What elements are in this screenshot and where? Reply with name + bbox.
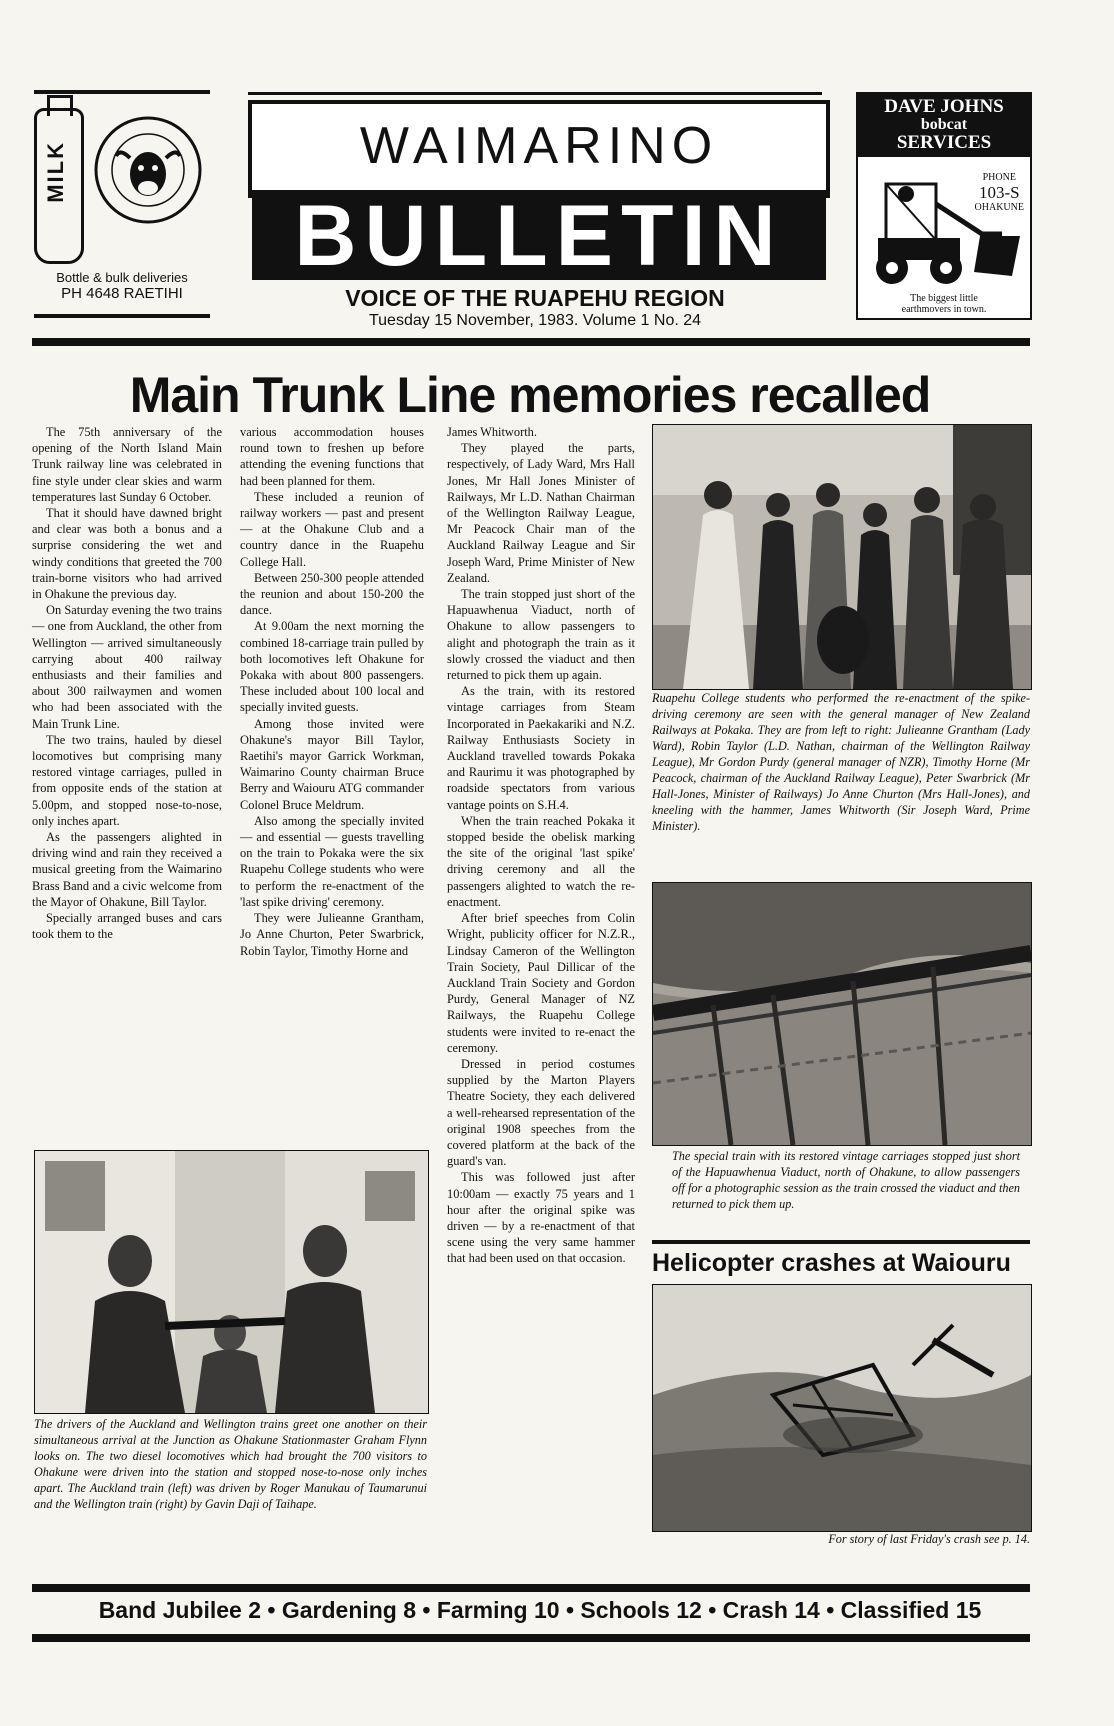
bobcat-phone-number: 103-S [978, 183, 1020, 202]
page-index: Band Jubilee 2 • Gardening 8 • Farming 10 • Schools 12 • Crash 14 • Classified 15 [98, 1597, 982, 1623]
article-paragraph: They were Julieanne Grantham, Jo Anne Churton, Peter Swarbrick, Robin Taylor, Timothy Horne and [240, 911, 424, 958]
rule-heli-top [652, 1240, 1030, 1244]
bobcat-advert-header [858, 94, 1030, 157]
article-paragraph: When the train reached Pokaka it stopped beside the obelisk marking the site of the original 'last spike' driving ceremony and all the passengers alighted to watch the re-enactment. [447, 813, 635, 909]
rule-masthead [32, 338, 1030, 346]
caption-reenactment-group: Ruapehu College students who performed the re-enactment of the spike-driving ceremony are seen with the general manager of New Zealand Railways at Pokaka. They are from left to right: Julieanne Grantham (Lady Ward), Robin Taylor (L.D. Nathan, chairman of the Wellington Railway League), Mr Gordon Purdy (general manager of NZR), Timothy Horne (Mr Peacock, chairman of the Auckland Railway League), Peter Swarbrick (Mr Hall-Jones, Minister of Railways) Jo Anne Churton (Mrs Hall-Jones), and kneeling with the hammer, James Whitworth (Sir Joseph Ward, Prime Minister). [652, 691, 1030, 833]
milk-phone: PH 4648 RAETIHI [61, 285, 183, 302]
article-column-3 [447, 424, 635, 1267]
article-paragraph: As the train, with its restored vintage carriages from Steam Incorporated in Paekakariki and N.Z. Railway Enthusiasts Society in Auckland travelled towards Pokaka and Raurimu it was photographed by roadside spectators from various vantage points on S.H.4. [447, 684, 635, 812]
article-paragraph: As the passengers alighted in driving wind and rain they received a musical greeting from the Waimarino Brass Band and a civic welcome from the Mayor of Ohakune, Bill Taylor. [32, 830, 222, 909]
masthead-dateline: Tuesday 15 November, 1983. Volume 1 No. 24 [368, 312, 702, 329]
milk-caption-text: Bottle & bulk deliveries [56, 270, 188, 285]
article-paragraph: various accommodation houses round town to freshen up before attending the evening functions that had been planned for them. [240, 425, 424, 488]
bobcat-advert [856, 92, 1032, 320]
article-column-1 [32, 424, 222, 943]
caption-helicopter: For story of last Friday's crash see p. 14. [828, 1532, 1030, 1546]
caption-train-drivers: The drivers of the Auckland and Wellington trains greet one another on their simultaneous arrival at the Junction as Ohakune Stationmaster Graham Flynn looks on. The two diesel locomotives which had brought the 700 visitors to Ohakune were driven into the station and stopped nose-to-nose only inches apart. The Auckland train (left) was driven by Roger Manukau of Taumarunui and the Wellington train (right) by Gavin Daji of Taihape. [34, 1417, 427, 1511]
article-paragraph: The two trains, hauled by diesel locomotives but comprising many restored vintage carriages, pulled in from opposite ends of the station at 5.00pm, and stopped nose-to-nose, only inches apart. [32, 732, 222, 828]
article-paragraph: On Saturday evening the two trains — one from Auckland, the other from Wellington — arrived simultaneously carrying about 400 railway enthusiasts and their families and about 300 railwaymen and women who had been associated with the Main Trunk Line. [32, 603, 222, 731]
rule-index-bottom [32, 1634, 1030, 1642]
masthead-tagline: VOICE OF THE RUAPEHU REGION [345, 285, 725, 311]
cow-seal-icon [88, 100, 208, 250]
helicopter-headline: Helicopter crashes at Waiouru [652, 1249, 1011, 1277]
article-paragraph: That it should have dawned bright and clear was both a bonus and a surprise considering the wet and windy conditions that greeted the 700 train-borne visitors who had arrived in Ohakune the previous day. [32, 506, 222, 602]
photo-train-drivers [34, 1150, 429, 1414]
masthead-title-bottom: BULLETIN [252, 190, 826, 280]
photo-reenactment-group [652, 424, 1032, 690]
article-paragraph: After brief speeches from Colin Wright, publicity officer for N.Z.R., Lindsay Cameron of the Wellington Train Society, Paul Dillicar of the Auckland Train Society and Gordon Purdy, General Manager of NZ Railways, the Ruapehu College students were invited to re-enact the ceremony. [447, 911, 635, 1055]
bobcat-advert-name: DAVE JOHNS [884, 96, 1004, 117]
article-paragraph: James Whitworth. [447, 425, 537, 439]
article-paragraph: Also among the specially invited — and essential — guests travelling on the train to Pokaka were the six Ruapehu College students who were to perform the re-enactment of the 'last spike driving' ceremony. [240, 813, 424, 909]
main-headline: Main Trunk Line memories recalled [129, 367, 931, 423]
bobcat-town: OHAKUNE [974, 202, 1024, 213]
article-paragraph: Between 250-300 people attended the reunion and about 150-200 the dance. [240, 570, 424, 618]
milk-advert [34, 94, 210, 330]
bobcat-slogan [858, 293, 1030, 315]
article-paragraph: These included a reunion of railway workers — past and present — at the Ohakune Club and a country dance in the Ruapehu College Hall. [240, 489, 424, 569]
bobcat-slogan-line-2: earthmovers in town. [901, 304, 987, 315]
bobcat-advert-services: SERVICES [896, 132, 992, 153]
article-paragraph: Among those invited were Ohakune's mayor Bill Taylor, Raetihi's mayor Garrick Workman, Waimarino County chairman Bruce Berry and Waiouru ATG commander Colonel Bruce Meldrum. [240, 716, 424, 812]
bottle-label: MILK [43, 141, 68, 203]
article-paragraph: Specially arranged buses and cars took them to the [32, 911, 222, 942]
caption-viaduct: The special train with its restored vintage carriages stopped just short of the Hapuawhenua Viaduct, north of Ohakune, to allow passengers off for a photographic session as the train crossed the viaduct and then returned to pick them up. [672, 1149, 1020, 1211]
photo-helicopter-crash [652, 1284, 1032, 1532]
bobcat-slogan-line-1: The biggest little [910, 293, 978, 304]
rule-index-top [32, 1584, 1030, 1592]
bobcat-phone-label: PHONE [982, 172, 1016, 183]
article-paragraph: This was followed just after 10:00am — exactly 75 years and 1 hour after the original spike was driven — by a re-enactment of that scene using the very same hammer that had been used on that occasion. [447, 1170, 635, 1266]
article-paragraph: Dressed in period costumes supplied by the Marton Players Theatre Society, they each delivered a well-rehearsed representation of the original 1908 speeches from the covered platform at the back of the guard's van. [447, 1056, 635, 1169]
article-paragraph: The 75th anniversary of the opening of the North Island Main Trunk railway line was celebrated in fine style under clear skies and warm temperatures last Sunday 6 October. [32, 425, 222, 504]
milk-caption [34, 270, 210, 302]
rule-top-mid [248, 92, 822, 95]
bobcat-phone [975, 172, 1024, 214]
photo-hapuawhenua-viaduct [652, 882, 1032, 1146]
article-paragraph: The train stopped just short of the Hapuawhenua Viaduct, north of Ohakune to allow passengers to alight and photograph the train as it slowly crossed the viaduct and then returned to pick them up again. [447, 587, 635, 683]
milk-bottle-icon [34, 108, 84, 264]
bobcat-advert-brand: bobcat [920, 116, 968, 133]
article-column-2 [240, 424, 424, 959]
article-paragraph: They played the parts, respectively, of Lady Ward, Mrs Hall Jones, Mr Hall Jones Minister of Railways, Mr L.D. Nathan Chairman of the Wellington Railway League, Mr Peacock Chair man of the Auckland Railway League and Sir Joseph Ward, Prime Minister of New Zealand. [447, 441, 635, 585]
masthead-title-top: WAIMARINO [359, 117, 719, 175]
masthead-title-box [248, 100, 830, 198]
article-paragraph: At 9.00am the next morning the combined 18-carriage train pulled by both locomotives left Ohakune for Pokaka with about 800 passengers. These included about 100 local and specially invited guests. [240, 619, 424, 715]
